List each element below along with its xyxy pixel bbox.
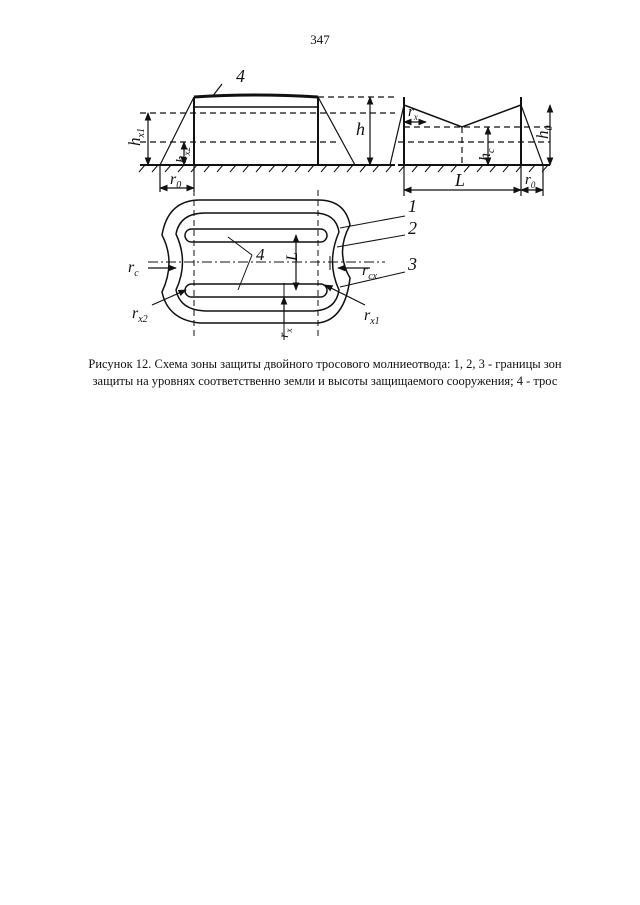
label-L: L xyxy=(455,170,466,190)
label-rx: $r_x$ xyxy=(408,104,418,122)
label-h-x2: $h_{x2}$ xyxy=(174,147,192,163)
label-rx1: $r_{x1}$ xyxy=(364,307,380,327)
label-r0-right: $r_0$ xyxy=(525,172,536,190)
label-zone-3: 3 xyxy=(408,254,417,274)
label-cable-plan: 4 xyxy=(256,245,265,264)
protection-zone-figure xyxy=(0,0,640,350)
label-r0: $r_0$ xyxy=(170,171,182,191)
label-rcx: $r_{cx}$ xyxy=(362,262,378,282)
label-h-x1: $h_{x1}$ xyxy=(125,128,147,146)
label-zone-1: 1 xyxy=(408,196,417,216)
label-L-plan: L xyxy=(284,252,301,261)
label-rx-bottom: $r_x$ xyxy=(277,328,294,338)
caption-line-1: Рисунок 12. Схема зоны защиты двойного тросового молниеотвода: 1, 2, 3 - границы зон xyxy=(88,357,562,371)
label-h: h xyxy=(356,119,365,139)
label-rc: $r_c$ xyxy=(128,259,139,279)
right-zone-slope xyxy=(318,97,355,165)
page-number: 347 xyxy=(310,32,330,47)
figure-caption xyxy=(60,356,590,390)
label-cable: 4 xyxy=(236,66,245,86)
label-h0: $h_0$ xyxy=(533,125,555,139)
cable-bottom-plan xyxy=(185,284,327,297)
cable-top-plan xyxy=(185,229,327,242)
label-rx2: $r_{x2}$ xyxy=(132,305,148,325)
label-hc: $h_c$ xyxy=(477,148,497,161)
caption-line-2: защиты на уровнях соответственно земли и высоты защищаемого сооружения; 4 - трос xyxy=(92,374,558,388)
ground-hatching xyxy=(139,165,392,172)
label-zone-2: 2 xyxy=(408,218,417,238)
